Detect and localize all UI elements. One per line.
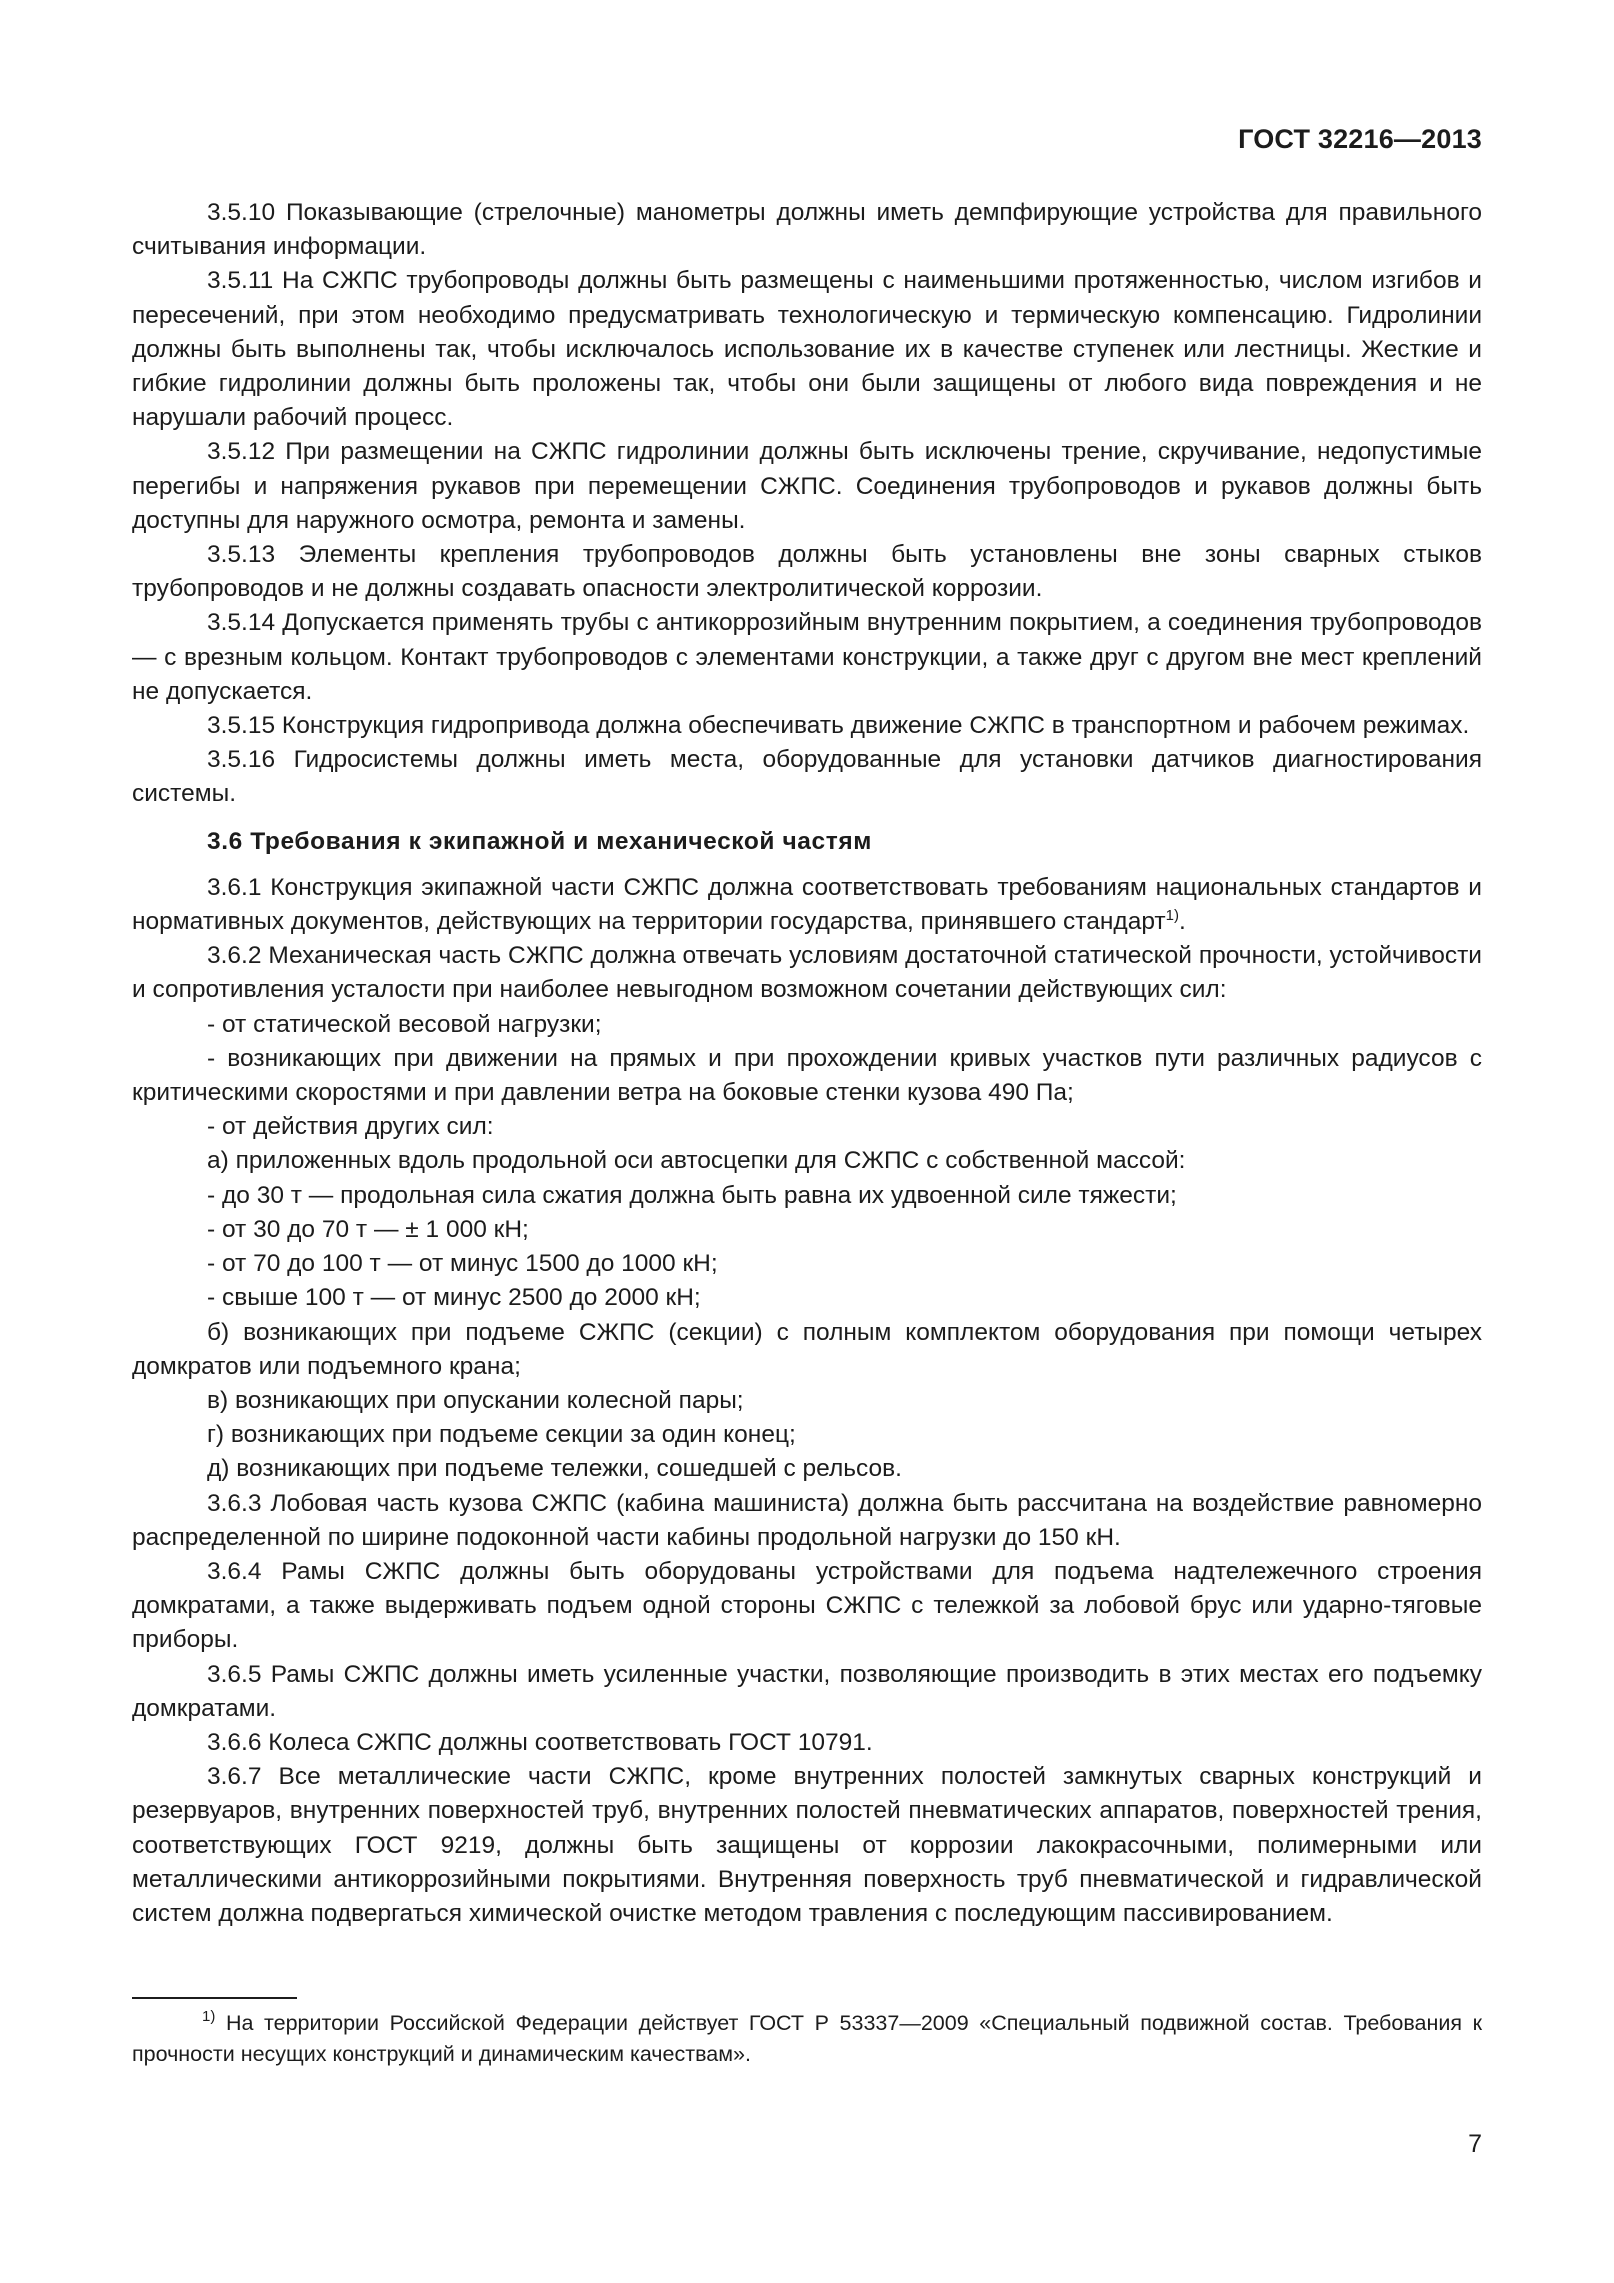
list-item: - свыше 100 т — от минус 2500 до 2000 кН; — [207, 1284, 701, 1312]
list-item: а) приложенных вдоль продольной оси автосцепки для СЖПС с собственной массой: — [207, 1147, 1186, 1175]
list-item: б) возникающих при подъеме СЖПС (секции) с полным комплектом оборудования при помощи четырех домкратов или подъемного крана; — [132, 1318, 1482, 1380]
paragraph-3-6-5: 3.6.5 Рамы СЖПС должны иметь усиленные участки, позволяющие производить в этих местах его подъемку домкратами. — [132, 1660, 1482, 1722]
list-item: в) возникающих при опускании колесной пары; — [207, 1386, 744, 1414]
paragraph-3-5-15: 3.5.15 Конструкция гидропривода должна обеспечивать движение СЖПС в транспортном и рабочем режимах. — [207, 712, 1470, 740]
paragraph-3-5-16: 3.5.16 Гидросистемы должны иметь места, оборудованные для установки датчиков диагностирования системы. — [132, 746, 1482, 808]
paragraph-3-6-3: 3.6.3 Лобовая часть кузова СЖПС (кабина машиниста) должна быть рассчитана на воздействие равномерно распределенной по ширине подоконной части кабины продольной нагрузки до 150 кН. — [132, 1489, 1482, 1551]
list-item: - возникающих при движении на прямых и при прохождении кривых участков пути различных радиусов с критическими скоростями и при давлении ветра на боковые стенки кузова 490 Па; — [132, 1044, 1482, 1107]
list-item: - от 70 до 100 т — от минус 1500 до 1000 кН; — [207, 1250, 718, 1278]
section-heading-3-6: 3.6 Требования к экипажной и механической частям — [207, 827, 872, 855]
paragraph-3-6-2: 3.6.2 Механическая часть СЖПС должна отвечать условиям достаточной статической прочности, устойчивости и сопротивления усталости при наиболее невыгодном возможном сочетании действующих сил: — [132, 942, 1482, 1004]
list-item: - от 30 до 70 т — ± 1 000 кН; — [207, 1215, 529, 1243]
list-item: д) возникающих при подъеме тележки, сошедшей с рельсов. — [207, 1455, 902, 1483]
list-item: г) возникающих при подъеме секции за один конец; — [207, 1421, 796, 1449]
paragraph-3-6-4: 3.6.4 Рамы СЖПС должны быть оборудованы устройствами для подъема надтележечного строения домкратами, а также выдерживать подъем одной стороны СЖПС с тележкой за лобовой брус или ударно-тяговые приборы. — [132, 1557, 1482, 1654]
footnote-body: На территории Российской Федерации действует ГОСТ Р 53337—2009 «Специальный подвижной состав. Требования к прочности несущих конструкций и динамическим качествам». — [132, 2011, 1482, 2066]
footnote-divider — [132, 1997, 297, 1999]
footnote-text — [132, 2008, 1482, 2070]
paragraph-3-5-11: 3.5.11 На СЖПС трубопроводы должны быть размещены с наименьшими протяженностью, числом изгибов и пересечений, при этом необходимо предусматривать технологическую и термическую компенсацию. Гидролинии должны быть выполнены так, чтобы исключалось использование их в качестве ступенек или лестницы. Жесткие и гибкие гидролинии должны быть проложены так, чтобы они были защищены от любого вида повреждения и не нарушали рабочий процесс. — [132, 267, 1482, 432]
paragraph-3-6-1 — [132, 871, 1482, 939]
paragraph-3-5-10: 3.5.10 Показывающие (стрелочные) манометры должны иметь демпфирующие устройства для правильного считывания информации. — [132, 199, 1482, 261]
paragraph-3-6-7: 3.6.7 Все металлические части СЖПС, кроме внутренних полостей замкнутых сварных конструкций и резервуаров, внутренних поверхностей труб, внутренних полостей пневматических аппаратов, поверхностей трения, соответствующих ГОСТ 9219, должны быть защищены от коррозии лакокрасочными, полимерными или металлическими антикоррозийными покрытиями. Внутренняя поверхность труб пневматической и гидравлической систем должна подвергаться химической очистке методом травления с последующим пассивированием. — [132, 1763, 1482, 1927]
page-number: 7 — [1468, 2130, 1482, 2158]
document-header: ГОСТ 32216—2013 — [1238, 124, 1482, 154]
list-item: - до 30 т — продольная сила сжатия должна быть равна их удвоенной силе тяжести; — [207, 1181, 1177, 1209]
paragraph-3-5-13: 3.5.13 Элементы крепления трубопроводов должны быть установлены вне зоны сварных стыков трубопроводов и не должны создавать опасности электролитической коррозии. — [132, 541, 1482, 603]
footnote — [132, 2008, 1482, 2070]
footnote-marker: 1) — [202, 2008, 216, 2025]
footnote-ref: 1) — [1165, 907, 1179, 925]
paragraph-3-6-1-text: 3.6.1 Конструкция экипажной части СЖПС должна соответствовать требованиям национальных стандартов и нормативных документов, действующих на территории государства, принявшего стандарт — [132, 873, 1482, 936]
paragraph-3-5-12: 3.5.12 При размещении на СЖПС гидролинии должны быть исключены трение, скручивание, недопустимые перегибы и напряжения рукавов при перемещении СЖПС. Соединения трубопроводов и рукавов должны быть доступны для наружного осмотра, ремонта и замены. — [132, 438, 1482, 534]
list-item: - от действия других сил: — [207, 1113, 494, 1141]
paragraph-3-5-14: 3.5.14 Допускается применять трубы с антикоррозийным внутренним покрытием, а соединения трубопроводов — с врезным кольцом. Контакт трубопроводов с элементами конструкции, а также друг с другом вне мест креплений не допускается. — [132, 609, 1482, 705]
list-item: - от статической весовой нагрузки; — [207, 1010, 602, 1038]
document-body — [132, 196, 1482, 1931]
paragraph-3-6-1-end: . — [1179, 908, 1186, 936]
paragraph-3-6-6: 3.6.6 Колеса СЖПС должны соответствовать ГОСТ 10791. — [207, 1728, 873, 1756]
